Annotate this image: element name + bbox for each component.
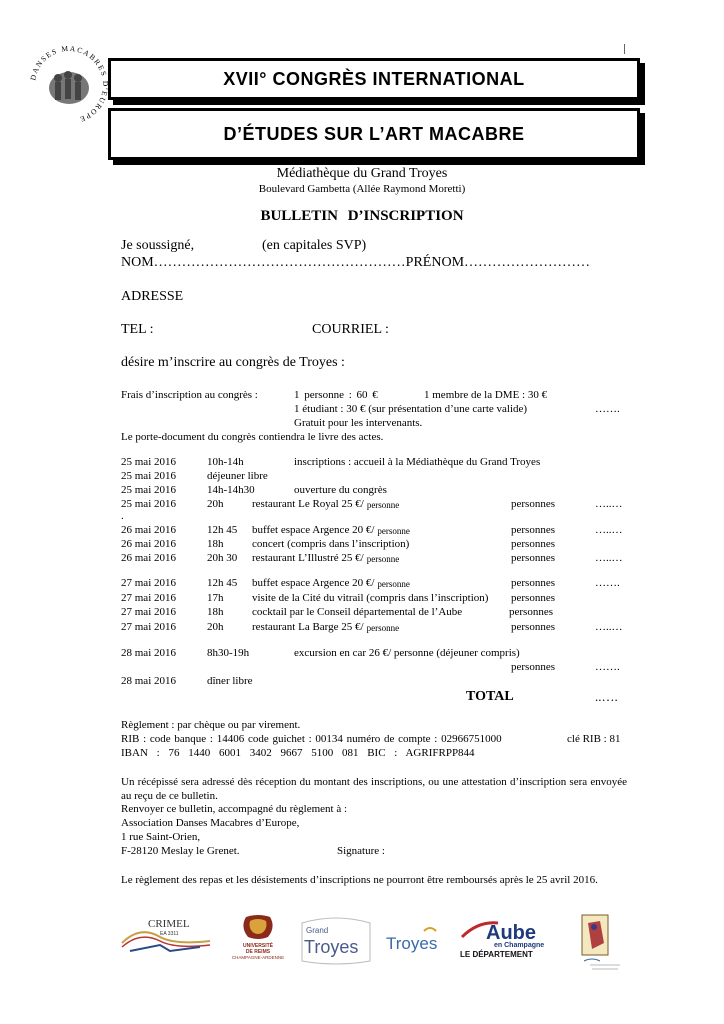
per-person-label: personne [377,579,410,589]
schedule-time: dîner libre [207,675,253,687]
desire-text: désire m’inscrire au congrès de Troyes : [121,355,345,370]
schedule-date: 28 mai 2016 [121,647,176,659]
congress-title: XVII° CONGRÈS INTERNATIONAL [223,68,525,89]
svg-text:CHAMPAGNE-ARDENNE: CHAMPAGNE-ARDENNE [231,955,285,960]
svg-text:UNIVERSITÉ: UNIVERSITÉ [242,943,274,949]
crimel-sub: EA 3311 [160,931,179,937]
schedule-time: 14h-14h30 [207,484,255,496]
personnes-count-field[interactable]: …..… [595,621,623,633]
troyes-text-2: Troyes [386,934,438,953]
schedule-desc: ouverture du congrès [294,484,387,496]
fees-label: Frais d’inscription au congrès : [121,389,258,401]
personnes-label: personnes [511,621,555,633]
schedule-desc: buffet espace Argence 20 €/ [252,524,375,536]
schedule-desc: restaurant L’Illustré 25 €/ [252,552,364,564]
porte-doc-note: Le porte-document du congrès contiendra le livre des actes. [121,431,384,443]
schedule-desc: cocktail par le Conseil départemental de l’Aube [252,606,463,618]
assoc-name: Association Danses Macabres d’Europe, [121,817,300,829]
schedule-desc: concert (compris dans l’inscription) [252,538,410,550]
schedule-desc: excursion en car 26 €/ personne (déjeuner compris) [294,647,520,659]
fee-gratuit: Gratuit pour les intervenants. [294,417,423,429]
per-person-label: personne [366,500,400,510]
adresse-field[interactable]: ADRESSE [121,289,184,304]
per-person-label: personne [366,623,400,633]
per-person-label: personne [377,526,410,536]
schedule-time: 17h [207,592,224,604]
schedule-date: 28 mai 2016 [121,675,176,687]
schedule-date: 26 mai 2016 [121,538,176,550]
schedule-desc: inscriptions : accueil à la Médiathèque du Grand Troyes [294,456,541,468]
schedule-date: 27 mai 2016 [121,621,176,633]
payment-line: Règlement : par chèque ou par virement. [121,719,301,731]
congress-subtitle: D’ÉTUDES SUR L’ART MACABRE [223,123,525,144]
schedule-date: 25 mai 2016 [121,484,176,496]
personnes-count-field[interactable]: ……. [595,577,620,589]
fee-etudiant-dots[interactable]: ……. [595,403,620,415]
aube-logo [458,917,544,959]
schedule-time: 18h [207,606,224,618]
capitales-label: (en capitales SVP) [262,238,367,253]
venue: Médiathèque du Grand Troyes [276,166,448,181]
schedule-date: 27 mai 2016 [121,592,176,604]
personnes-label: personnes [511,524,555,536]
troyes-logo [384,925,452,955]
schedule-desc: restaurant La Barge 25 €/ [252,621,364,633]
page-mark [624,44,625,54]
grand-troyes-logo [298,915,374,967]
crimel-logo [120,915,212,957]
danses-macabres-logo [28,44,110,126]
univ-reims-logo [228,913,288,963]
schedule-date: 25 mai 2016 [121,470,176,482]
total-label: TOTAL [466,689,514,704]
fee-etudiant: 1 étudiant : 30 € (sur présentation d’une carte valide) [294,403,528,415]
fee-dme: 1 membre de la DME : 30 € [424,389,548,401]
schedule-date: 26 mai 2016 [121,524,176,536]
schedule-date: 25 mai 2016 [121,456,176,468]
form-title: BULLETIN D’INSCRIPTION [260,208,464,224]
personnes-label: personnes [511,661,555,673]
schedule-date: 25 mai 2016 [121,498,176,510]
venue-address: Boulevard Gambetta (Allée Raymond Moretti) [258,183,466,195]
schedule-time: 12h 45 [207,577,238,589]
signature-field[interactable]: Signature : [337,845,385,857]
svg-text:DE REIMS: DE REIMS [245,949,271,955]
total-dots[interactable]: ..…. [595,689,618,704]
schedule-date: 26 mai 2016 [121,552,176,564]
schedule-time: 18h [207,538,224,550]
tel-field[interactable]: TEL : [121,322,154,337]
assoc-street: 1 rue Saint-Orien, [121,831,201,843]
schedule-time: 20h [207,498,224,510]
assoc-city: F-28120 Meslay le Grenet. [121,845,240,857]
en-champagne: en Champagne [494,942,544,949]
schedule-time: 8h30-19h [207,647,250,659]
grand-text: Grand [306,926,329,935]
courriel-field[interactable]: COURRIEL : [312,322,389,337]
iban-line: IBAN : 76 1440 6001 3402 9667 5100 081 BIC : AGRIFRPP844 [121,747,475,759]
soussigne-label: Je soussigné, [121,238,195,253]
crimel-text: CRIMEL [148,918,190,930]
rib-line: RIB : code banque : 14406 code guichet : 00134 numéro de compte : 02966751000 [121,733,502,745]
personnes-count-field[interactable]: …..… [595,498,623,510]
personnes-label: personnes [511,577,555,589]
personnes-label: personnes [509,606,553,618]
schedule-time: déjeuner libre [207,470,268,482]
schedule-desc: restaurant Le Royal 25 €/ [252,498,364,510]
fee-personne: 1 personne : 60 € [294,389,378,401]
personnes-count-field[interactable]: …..… [595,524,623,536]
personnes-label: personnes [511,538,555,550]
friends-logo [570,913,630,973]
personnes-label: personnes [511,592,555,604]
schedule-desc: buffet espace Argence 20 €/ [252,577,375,589]
personnes-label: personnes [511,552,555,564]
personnes-count-field[interactable]: ……. [595,661,620,673]
departement-text: LE DÉPARTEMENT [460,950,533,959]
personnes-label: personnes [511,498,555,510]
schedule-time: 12h 45 [207,524,238,536]
title-box-2 [108,108,640,160]
schedule-date: 27 mai 2016 [121,577,176,589]
schedule-time: 10h-14h [207,456,244,468]
nom-prenom-field[interactable]: NOM………………………………………………PRÉNOM……………………… [121,255,591,270]
per-person-label: personne [366,554,400,564]
schedule-time: 20h [207,621,224,633]
schedule-time: 20h 30 [207,552,238,564]
renvoyer-text: Renvoyer ce bulletin, accompagné du règlement à : [121,803,348,815]
aube-text: Aube [486,922,536,944]
personnes-count-field[interactable]: …..… [595,552,623,564]
title-box-1 [108,58,640,100]
svg-text:DANSES MACABRES D'EUROPE: DANSES MACABRES D'EUROPE [28,44,110,125]
cle-rib: clé RIB : 81 [567,733,621,745]
stray-dot: . [121,510,124,522]
schedule-date: 27 mai 2016 [121,606,176,618]
reglement-text: Le règlement des repas et les désistements d’inscriptions ne pourront être remboursés après le 25 avril 2016. [121,874,598,886]
schedule-desc: visite de la Cité du vitrail (compris dans l’inscription) [252,592,489,604]
recepisse-text: Un récépissé sera adressé dès réception du montant des inscriptions, ou une attestation d’inscription sera envoyée au reçu de ce bulletin. [121,776,627,802]
troyes-text-1: Troyes [304,937,359,957]
